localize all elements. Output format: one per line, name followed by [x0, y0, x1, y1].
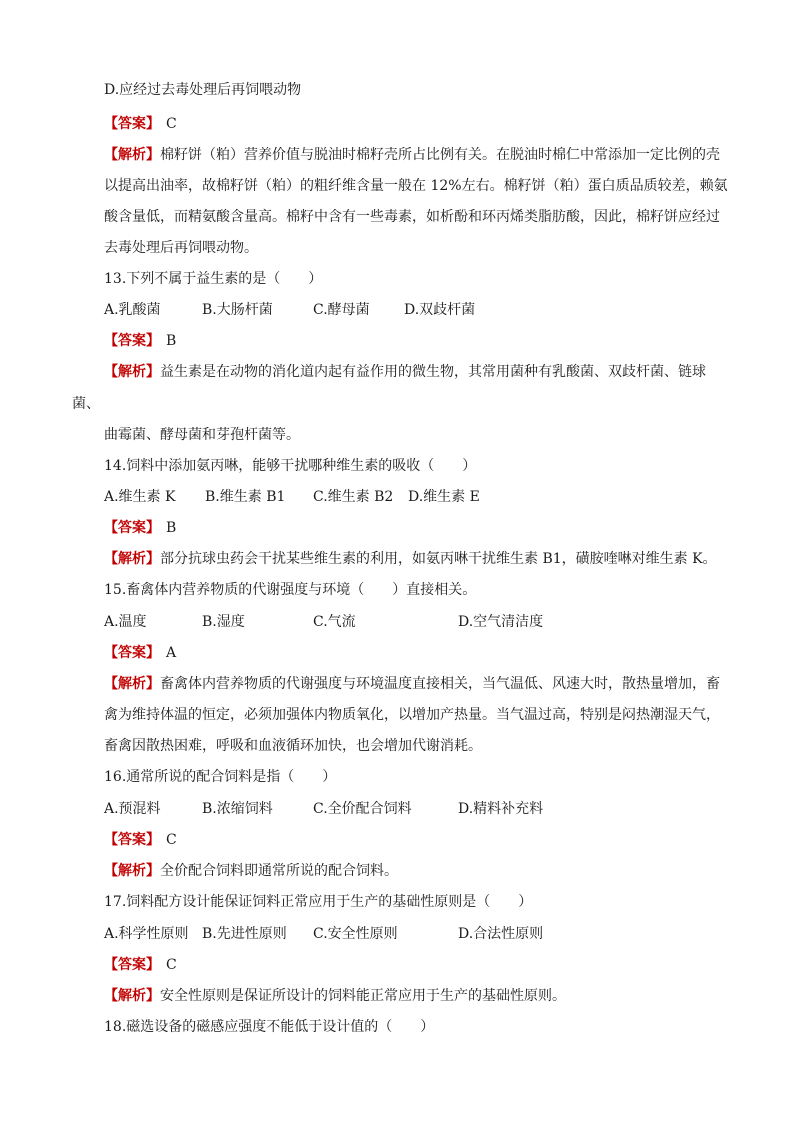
q13-analysis-line-2: 菌、 [72, 396, 100, 412]
q16-question: 16.通常所说的配合饲料是指（ ） [104, 769, 337, 785]
q13-answer [104, 331, 176, 351]
option-c: C.酵母菌 [313, 302, 370, 318]
analysis-text: 部分抗球虫药会干扰某些维生素的利用，如氨丙啉干扰维生素 B1，磺胺喹啉对维生素 K。 [160, 551, 717, 567]
answer-label: 【答案】 [104, 116, 160, 132]
option-b: B.湿度 [202, 614, 245, 630]
answer-value: A [166, 645, 177, 661]
option-a: A.乳酸菌 [104, 302, 161, 318]
q16-answer [104, 830, 177, 850]
option-b: B.浓缩饲料 [202, 801, 273, 817]
answer-label: 【答案】 [104, 957, 160, 973]
answer-value: C [166, 116, 177, 132]
option-a: A.温度 [104, 614, 147, 630]
option-c: C.维生素 B2 [313, 489, 394, 505]
option-d: D.空气清洁度 [458, 614, 544, 630]
option-c: C.全价配合饲料 [313, 801, 412, 817]
q12-analysis-line-3: 酸含量低，而精氨酸含量高。棉籽中含有一些毒素，如析酚和环丙烯类脂肪酸，因此，棉籽饼应经过 [104, 209, 720, 225]
answer-label: 【答案】 [104, 832, 160, 848]
analysis-label: 【解析】 [104, 551, 160, 567]
q15-analysis-line-3: 畜禽因散热困难，呼吸和血液循环加快，也会增加代谢消耗。 [104, 738, 482, 754]
answer-label: 【答案】 [104, 520, 160, 536]
q15-analysis-line-1 [104, 674, 720, 694]
q14-analysis-line-1 [104, 549, 717, 569]
option-d: D.双歧杆菌 [404, 302, 476, 318]
q15-question: 15.畜禽体内营养物质的代谢强度与环境（ ）直接相关。 [104, 582, 477, 598]
analysis-label: 【解析】 [104, 147, 160, 163]
q18-question: 18.磁选设备的磁感应强度不能低于设计值的（ ） [104, 1019, 435, 1035]
q14-answer [104, 518, 176, 538]
option-c: C.安全性原则 [313, 926, 398, 942]
q17-answer [104, 955, 177, 975]
option-c: C.气流 [313, 614, 356, 630]
q12-analysis-line-2: 以提高出油率，故棉籽饼（粕）的粗纤维含量一般在 12%左右。棉籽饼（粕）蛋白质品质较差，赖氨 [104, 178, 728, 194]
q16-analysis-line-1 [104, 861, 398, 881]
option-a: A.维生素 K [104, 489, 176, 505]
q15-answer [104, 643, 176, 663]
option-a: A.预混料 [104, 801, 161, 817]
answer-label: 【答案】 [104, 333, 160, 349]
q12-analysis-line-4: 去毒处理后再饲喂动物。 [104, 240, 258, 256]
q14-question: 14.饲料中添加氨丙啉，能够干扰哪种维生素的吸收（ ） [104, 458, 477, 474]
q12-analysis-line-1 [104, 145, 720, 165]
analysis-text: 全价配合饲料即通常所说的配合饲料。 [160, 863, 398, 879]
option-b: B.先进性原则 [202, 926, 287, 942]
answer-value: C [166, 832, 177, 848]
q12-answer [104, 114, 177, 134]
option-a: A.科学性原则 [104, 926, 189, 942]
analysis-text: 棉籽饼（粕）营养价值与脱油时棉籽壳所占比例有关。在脱油时棉仁中常添加一定比例的壳 [160, 147, 720, 163]
q13-question: 13.下列不属于益生素的是（ ） [104, 271, 323, 287]
answer-value: B [166, 333, 177, 349]
q13-analysis-line-1 [104, 362, 706, 382]
q15-analysis-line-2: 禽为维持体温的恒定，必须加强体内物质氧化，以增加产热量。当气温过高，特别是闷热潮湿天气， [104, 707, 720, 723]
q12-option-d: D.应经过去毒处理后再饲喂动物 [104, 82, 302, 98]
analysis-text: 安全性原则是保证所设计的饲料能正常应用于生产的基础性原则。 [160, 988, 566, 1004]
option-b: B.维生素 B1 [205, 489, 286, 505]
option-d: D.精料补充料 [458, 801, 544, 817]
analysis-label: 【解析】 [104, 364, 160, 380]
answer-label: 【答案】 [104, 645, 160, 661]
analysis-label: 【解析】 [104, 988, 160, 1004]
q17-analysis-line-1 [104, 986, 566, 1006]
analysis-text: 益生素是在动物的消化道内起有益作用的微生物，其常用菌种有乳酸菌、双歧杆菌、链球 [160, 364, 706, 380]
answer-value: B [166, 520, 177, 536]
option-d: D.维生素 E [408, 489, 480, 505]
q17-question: 17.饲料配方设计能保证饲料正常应用于生产的基础性原则是（ ） [104, 894, 533, 910]
q13-analysis-line-3: 曲霉菌、酵母菌和芽孢杆菌等。 [104, 427, 300, 443]
answer-value: C [166, 957, 177, 973]
analysis-text: 畜禽体内营养物质的代谢强度与环境温度直接相关，当气温低、风速大时，散热量增加，畜 [160, 676, 720, 692]
analysis-label: 【解析】 [104, 676, 160, 692]
option-b: B.大肠杆菌 [202, 302, 273, 318]
option-d: D.合法性原则 [458, 926, 544, 942]
analysis-label: 【解析】 [104, 863, 160, 879]
